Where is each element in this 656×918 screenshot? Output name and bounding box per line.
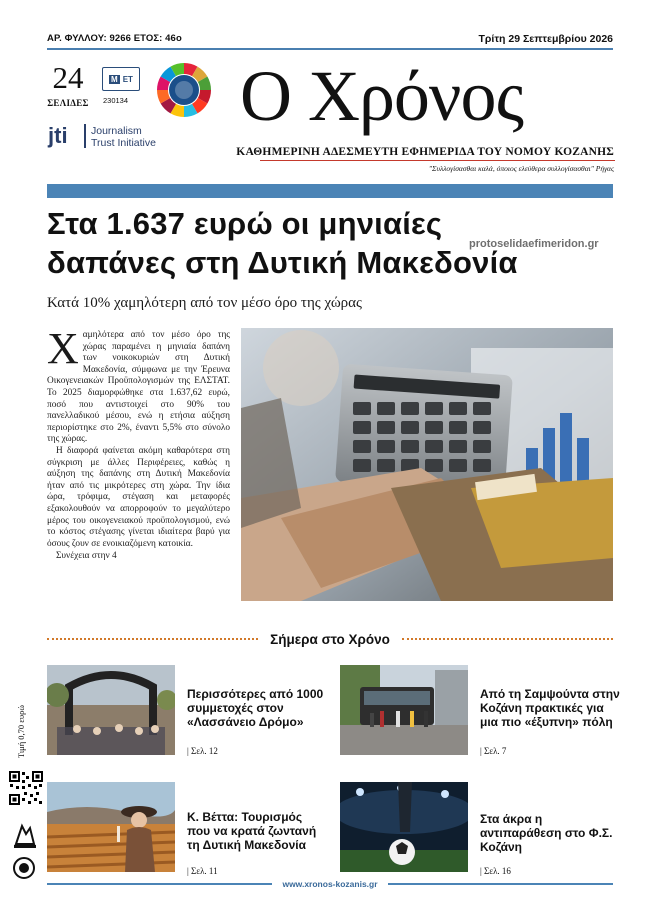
headline-line-1: Στα 1.637 ευρώ οι μηνιαίες [47, 206, 443, 241]
publication-date: Τρίτη 29 Σεπτεμβρίου 2026 [478, 33, 613, 45]
calculator-key [449, 459, 467, 472]
article-paragraph-2: Η διαφορά φαίνεται ακόμη καθαρότερα στη σύγκριση με άλλες Περιφέρειες, καθώς η αύξηση της δαπάνης στη Δυτική Μακεδονία ήταν από τις μικρότερες στη χώρα. Την ίδια ώρα, τρόφιμα, στέγαση και μεταφορές εξακολουθούν να απορροφούν το μεγαλύτερο μέρος του οικογενειακού προϋπολογισμού, ενώ το κόστος στέγασης γίνεται ιδιαίτερα βαρύ για όσους ζουν σε ενοικιαζόμενη κατοικία. [47, 445, 230, 549]
footer [47, 878, 613, 890]
jti-text [91, 125, 156, 149]
newspaper-motto: "Συλλογίσασθαι καλά, όποιος ελεύθερα συλλογίσασθαι" Ρήγας [428, 164, 614, 173]
lead-deck: Κατά 10% χαμηλότερη από τον μέσο όρο της χώρας [47, 295, 362, 311]
calculator-key [473, 402, 491, 415]
calculator-key [449, 421, 467, 434]
certification-seal-icon [12, 856, 36, 880]
article-paragraph-1 [47, 324, 230, 446]
masthead-rule [260, 160, 615, 161]
issue-info: ΑΡ. ΦΥΛΛΟΥ: 9266 ΕΤΟΣ: 46ο [47, 33, 182, 44]
calculator-key [401, 440, 419, 453]
jti-line-1: Journalism [91, 125, 142, 137]
footer-rule-left [47, 883, 272, 885]
continued-link[interactable]: Συνέχεια στην 4 [56, 551, 117, 562]
calculator-key [473, 459, 491, 472]
qr-code-icon[interactable] [8, 770, 44, 806]
jti-logo: jti [48, 123, 68, 148]
newspaper-subtitle: ΚΑΘΗΜΕΡΙΝΗ ΑΔΕΣΜΕΥΤΗ ΕΦΗΜΕΡΙΔΑ ΤΟΥ ΝΟΜΟΥ ΚΟΖΑΝΗΣ [236, 146, 614, 158]
website-link[interactable]: www.xronos-kozanis.gr [282, 879, 378, 889]
drop-cap: Χ [47, 324, 79, 373]
teaser-4-photo-football[interactable] [340, 782, 468, 872]
article-paragraph-1-text: αμηλότερα από τον μέσο όρο της χώρας παραμένει η μηνιαία δαπάνη των νοικοκυριών στη Δυτική Μακεδονία, σύμφωνα με την Έρευνα Οικογενειακών Προϋπολογισμών της ΕΛΣΤΑΤ. Το 2025 διαμορφώθηκε στα 1.637,62 ευρώ, ποσό που αντιστοιχεί στο 90% του πανελλαδικού μέσου, ενώ η ετήσια αύξηση περιορίστηκε στο 2%, έναντι 5,5% στο σύνολο της χώρας. [47, 330, 230, 445]
jti-line-2: Trust Initiative [91, 137, 156, 149]
newspaper-title: Ο Χρόνος [240, 56, 523, 136]
met-registry-code: 230134 [103, 96, 129, 105]
calculator-key [377, 421, 395, 434]
top-rule [47, 48, 613, 50]
calculator-key [425, 440, 443, 453]
met-badge-letter: Μ [111, 74, 118, 84]
met-badge-code: ΕΤ [122, 74, 133, 84]
teaser-2-page: | Σελ. 7 [480, 746, 507, 756]
lead-article [47, 324, 230, 563]
calculator-key [353, 421, 371, 434]
calculator-key [473, 421, 491, 434]
masthead-band [47, 184, 613, 198]
calculator-key [425, 421, 443, 434]
pages-count: 24 [52, 60, 84, 95]
met-registry-badge [102, 67, 140, 91]
teaser-2-photo-bus-stop[interactable] [340, 665, 468, 755]
calculator-key [377, 402, 395, 415]
dotted-rule-left [47, 638, 258, 640]
calculator-key [449, 440, 467, 453]
today-section-title: Σήμερα στο Χρόνο [270, 631, 390, 647]
jti-divider [84, 124, 86, 148]
pages-label: ΣΕΛΙΔΕΣ [47, 98, 89, 108]
calculator-key [401, 402, 419, 415]
cover-price: Τιμή 0,70 ευρώ [16, 705, 26, 758]
calculator-key [449, 402, 467, 415]
sdg-media-compact-icon [156, 62, 212, 118]
calculator-key [377, 440, 395, 453]
calculator-key [353, 440, 371, 453]
calculator-key [401, 421, 419, 434]
calculator-key [353, 459, 371, 472]
dotted-rule-right [402, 638, 613, 640]
teaser-1-title[interactable]: Περισσότερες από 1000 συμμετοχές στον «Λασσάνειο Δρόμο» [187, 687, 324, 729]
lead-photo-calculator-money [241, 328, 613, 601]
teaser-4-title[interactable]: Στα άκρα η αντιπαράθεση στο Φ.Σ. Κοζάνη [480, 812, 613, 854]
publisher-association-logo-icon [12, 820, 38, 850]
calculator-key [425, 459, 443, 472]
headline-line-2: δαπάνες στη Δυτική Μακεδονία [47, 245, 518, 280]
calculator-key [377, 459, 395, 472]
calculator-key [473, 440, 491, 453]
teaser-4-page: | Σελ. 16 [480, 866, 511, 876]
teaser-3-page: | Σελ. 11 [187, 866, 218, 876]
teaser-1-photo-race-start[interactable] [47, 665, 175, 755]
footer-rule-right [388, 883, 613, 885]
today-section-header [47, 630, 613, 648]
watermark: protoselidaefimeridon.gr [469, 238, 599, 250]
calculator-key [353, 402, 371, 415]
teaser-1-page: | Σελ. 12 [187, 746, 218, 756]
teaser-3-title[interactable]: Κ. Βέττα: Τουρισμός που να κρατά ζωντανή τη Δυτική Μακεδονία [187, 810, 317, 852]
teaser-3-photo-vineyard-woman[interactable] [47, 782, 175, 872]
teaser-2-title[interactable]: Από τη Σαμψούντα στην Κοζάνη πρακτικές για μια πιο «έξυπνη» πόλη [480, 687, 620, 729]
calculator-key [425, 402, 443, 415]
